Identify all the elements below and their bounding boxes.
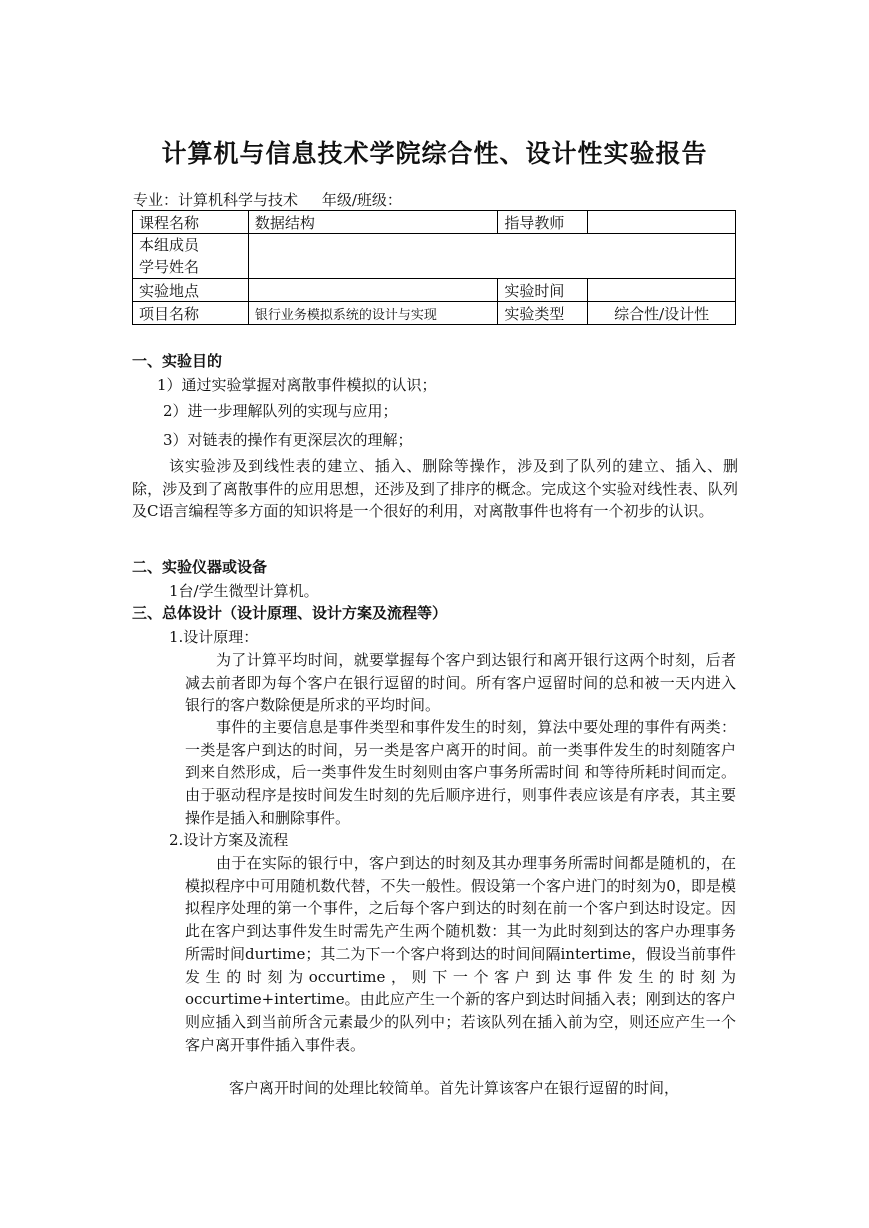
design-principle-paragraph-1: 为了计算平均时间，就要掌握每个客户到达银行和离开银行这两个时刻，后者减去前者即为每个客户在银行逗留的时间。所有客户逗留时间的总和被一天内进入银行的客户数除便是所求的平均时间。 bbox=[185, 651, 736, 715]
equipment-text: 1台/学生微型计算机。 bbox=[169, 582, 319, 600]
design-scheme-paragraph: 由于在实际的银行中，客户到达的时刻及其办理事务所需时间都是随机的，在模拟程序中可用随机数代替，不失一般性。假设第一个客户进门的时刻为0，即是模拟程序处理的第一个事件，之后每个客户到达的时刻在前一个客户到达时设定。因此在客户到达事件发生时需先产生两个随机数：其一为此时刻到达的客户办理事务所需时间durtime；其二为下一个客户将到达的时间间隔intertime，假设当前事件发生的时刻为occurtime，则下一个客户到达事件发生的时刻为occurtime+intertime。由此应产生一个新的客户到达时间插入表；刚到达的客户则应插入到当前所含元素最少的队列中；若该队列在插入前为空，则还应产生一个客户离开事件插入事件表。 bbox=[185, 854, 736, 1054]
design-scheme-paragraph-2: 客户离开时间的处理比较简单。首先计算该客户在银行逗留的时间， bbox=[229, 1079, 680, 1097]
objective-paragraph: 该实验涉及到线性表的建立、插入、删除等操作，涉及到了队列的建立、插入、删除，涉及到了离散事件的应用思想，还涉及到了排序的概念。完成这个实验对线性表、队列及C语言编程等多方面的知识将是一个很好的利用，对离散事件也将有一个初步的认识。 bbox=[132, 457, 738, 521]
project-label: 项目名称 bbox=[133, 302, 249, 325]
design-principle-heading: 1.设计原理： bbox=[169, 628, 259, 646]
table-row bbox=[133, 279, 736, 302]
time-value bbox=[588, 279, 736, 302]
members-label bbox=[133, 234, 249, 279]
instructor-label: 指导教师 bbox=[498, 211, 588, 234]
report-title: 计算机与信息技术学院综合性、设计性实验报告 bbox=[161, 139, 708, 168]
objective-item-1: 1）通过实验掌握对离散事件模拟的认识； bbox=[157, 376, 437, 394]
table-row bbox=[133, 211, 736, 234]
objective-item-2: 2）进一步理解队列的实现与应用； bbox=[163, 402, 398, 420]
table-row bbox=[133, 302, 736, 325]
grade-label: 年级/班级： bbox=[321, 191, 402, 209]
members-label-line1: 本组成员 bbox=[139, 236, 200, 254]
major-label: 专业：计算机科学与技术 bbox=[133, 191, 299, 209]
section-1-heading: 一、实验目的 bbox=[132, 352, 223, 370]
course-name-label: 课程名称 bbox=[133, 211, 249, 234]
instructor-value bbox=[588, 211, 736, 234]
location-value bbox=[248, 279, 498, 302]
section-2-heading: 二、实验仪器或设备 bbox=[132, 558, 268, 576]
table-row bbox=[133, 234, 736, 279]
location-label: 实验地点 bbox=[133, 279, 249, 302]
meta-line bbox=[133, 189, 402, 210]
objective-item-3: 3）对链表的操作有更深层次的理解； bbox=[163, 431, 413, 449]
design-principle-paragraph-2: 事件的主要信息是事件类型和事件发生的时刻，算法中要处理的事件有两类：一类是客户到达的时间，另一类是客户离开的时间。前一类事件发生的时刻随客户到来自然形成，后一类事件发生时刻则由客户事务所需时间 和等待所耗时间而定。由于驱动程序是按时间发生时刻的先后顺序进行，则事件表应该是有序表，其主要操作是插入和删除事件。 bbox=[185, 718, 736, 827]
section-3-heading: 三、总体设计（设计原理、设计方案及流程等） bbox=[132, 604, 448, 622]
info-table bbox=[132, 210, 736, 325]
design-scheme-heading: 2.设计方案及流程 bbox=[169, 831, 289, 849]
members-label-line2: 学号姓名 bbox=[139, 258, 200, 276]
project-value: 银行业务模拟系统的设计与实现 bbox=[248, 302, 498, 325]
members-value bbox=[248, 234, 735, 279]
time-label: 实验时间 bbox=[498, 279, 588, 302]
course-name-value: 数据结构 bbox=[248, 211, 498, 234]
type-label: 实验类型 bbox=[498, 302, 588, 325]
type-value: 综合性/设计性 bbox=[588, 302, 736, 325]
